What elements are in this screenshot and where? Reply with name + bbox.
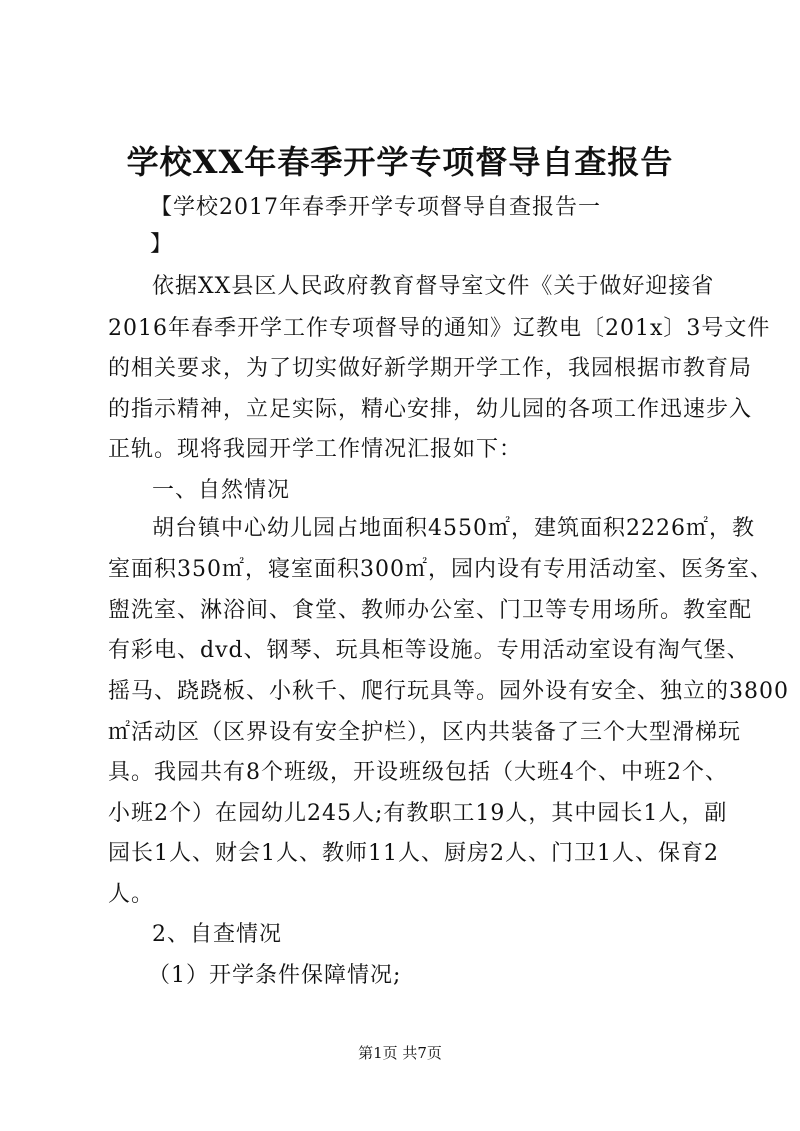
page-number: 第1页 共7页 [358,1044,442,1062]
subtitle-line: 【学校2017年春季开学专项督导自查报告一 [150,195,601,220]
intro-line: 的指示精神，立足实际，精心安排，幼儿园的各项工作迅速步入 [108,397,753,422]
body-line: 小班2个）在园幼儿245人;有教职工19人，其中园长1人，副 [108,801,728,826]
body-line: ㎡活动区（区界设有安全护栏），区内共装备了三个大型滑梯玩 [108,720,742,745]
subsection-heading: （1）开学条件保障情况; [148,963,402,988]
body-line: 胡台镇中心幼儿园占地面积4550㎡，建筑面积2226㎡，教 [152,516,755,541]
section-heading: 2、自查情况 [152,922,282,947]
intro-line: 2016年春季开学工作专项督导的通知》辽教电〔201x〕3号文件 [108,316,771,341]
body-line: 有彩电、dvd、钢琴、玩具柜等设施。专用活动室设有淘气堡、 [108,638,750,663]
body-line: 室面积350㎡，寝室面积300㎡，园内设有专用活动室、医务室、 [108,557,773,582]
intro-line: 的相关要求，为了切实做好新学期开学工作，我园根据市教育局 [108,356,753,381]
subtitle-line: 】 [150,232,174,257]
body-line: 具。我园共有8个班级，开设班级包括（大班4个、中班2个、 [108,760,728,785]
body-line: 盥洗室、淋浴间、食堂、教师办公室、门卫等专用场所。教室配 [108,598,753,623]
body-line: 人。 [108,882,155,907]
intro-line: 依据XX县区人民政府教育督导室文件《关于做好迎接省 [152,274,715,299]
body-line: 园长1人、财会1人、教师11人、厨房2人、门卫1人、保育2 [108,841,719,866]
document-title: 学校XX年春季开学专项督导自查报告 [126,143,674,181]
intro-line: 正轨。现将我园开学工作情况汇报如下： [108,437,523,462]
section-heading: 一、自然情况 [152,478,291,503]
body-line: 摇马、跷跷板、小秋千、爬行玩具等。园外设有安全、独立的3800 [108,679,789,704]
